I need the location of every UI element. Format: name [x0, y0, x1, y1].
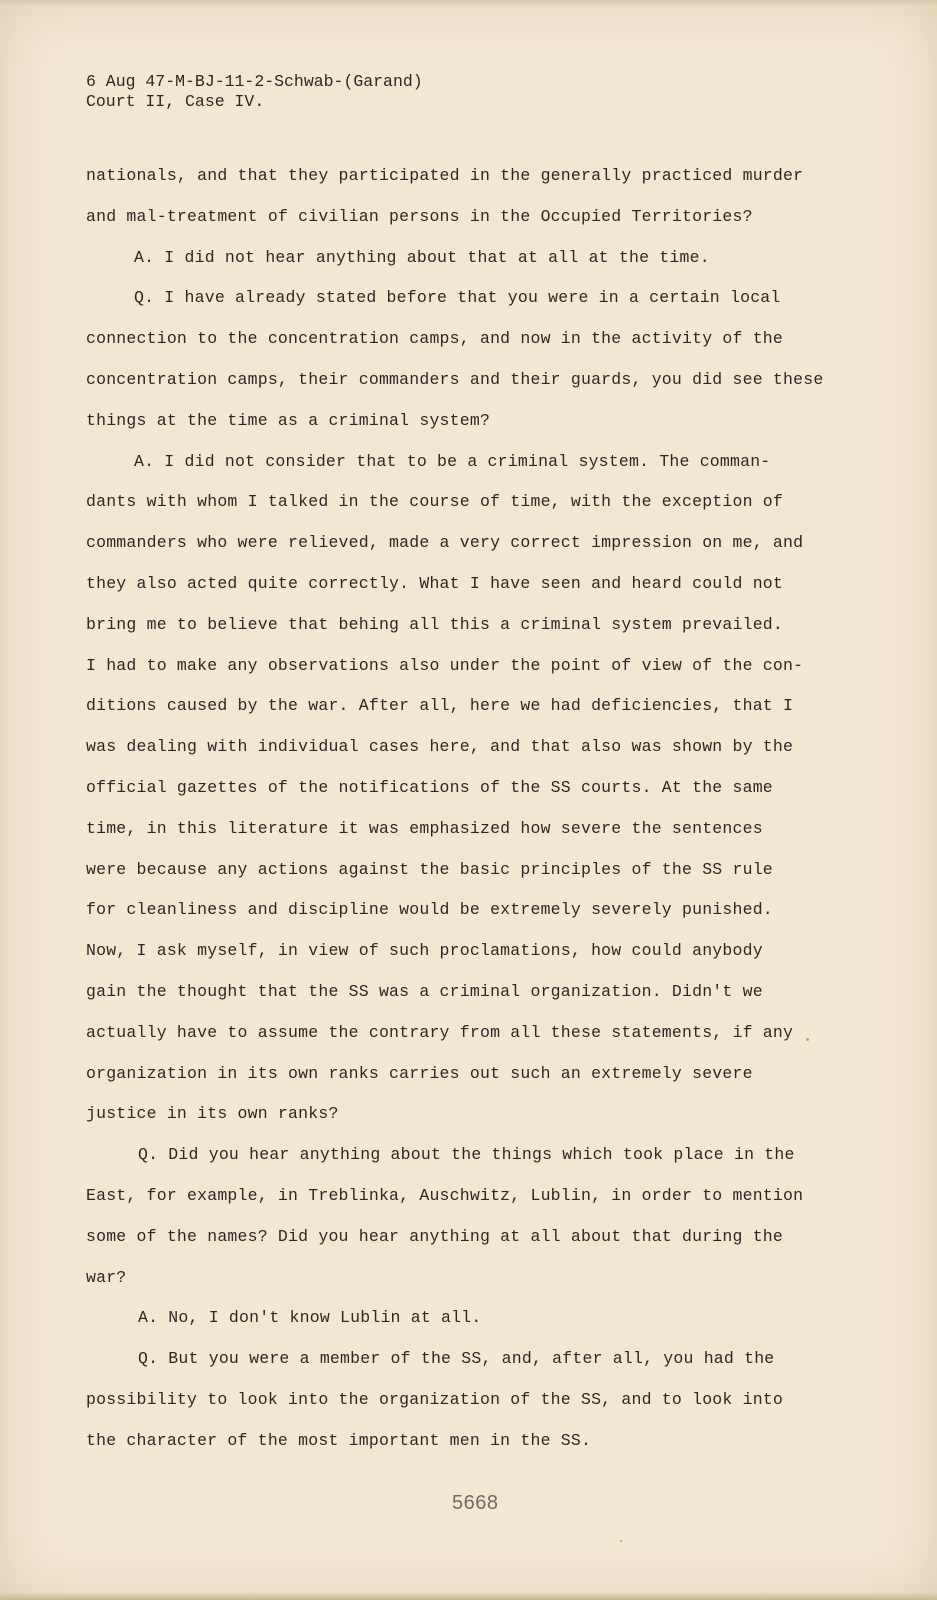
text-line: I had to make any observations also under the point of view of the con- — [86, 655, 804, 675]
text-line: possibility to look into the organization of the SS, and to look into — [86, 1389, 784, 1409]
text-line: gain the thought that the SS was a criminal organization. Didn't we — [86, 981, 763, 1001]
page-edge-bottom — [0, 1592, 937, 1600]
text-line: some of the names? Did you hear anything at all about that during the — [86, 1226, 784, 1246]
text-line: justice in its own ranks? — [86, 1104, 339, 1124]
text-line: the character of the most important men in the SS. — [86, 1430, 592, 1450]
text-line: was dealing with individual cases here, and that also was shown by the — [86, 737, 794, 757]
answer-line: A. I did not hear anything about that at all at the time. — [134, 247, 710, 267]
text-line: dants with whom I talked in the course of time, with the exception of — [86, 492, 784, 512]
answer-line: A. I did not consider that to be a criminal system. The comman- — [134, 451, 771, 471]
page-edge-top — [0, 0, 937, 6]
answer-line: A. No, I don't know Lublin at all. — [138, 1308, 482, 1328]
header-court-line: Court II, Case IV. — [86, 92, 265, 111]
question-line: Q. I have already stated before that you were in a certain local — [134, 288, 781, 308]
header-reference-line: 6 Aug 47-M-BJ-11-2-Schwab-(Garand) — [86, 72, 423, 91]
document-header — [86, 72, 423, 112]
text-line: nationals, and that they participated in the generally practiced murder — [86, 166, 804, 185]
text-line: for cleanliness and discipline would be extremely severely punished. — [86, 900, 773, 920]
text-line: actually have to assume the contrary from all these statements, if any — [86, 1022, 794, 1042]
text-line: East, for example, in Treblinka, Auschwitz, Lublin, in order to mention — [86, 1185, 804, 1205]
text-line: ditions caused by the war. After all, here we had deficiencies, that I — [86, 696, 794, 716]
text-line: connection to the concentration camps, and now in the activity of the — [86, 329, 784, 349]
text-line: official gazettes of the notifications of the SS courts. At the same — [86, 777, 773, 797]
text-line: bring me to believe that behing all this a criminal system prevailed. — [86, 614, 784, 634]
question-line: Q. But you were a member of the SS, and, after all, you had the — [138, 1349, 775, 1369]
text-line: and mal-treatment of civilian persons in the Occupied Territories? — [86, 206, 753, 226]
text-line: were because any actions against the basic principles of the SS rule — [86, 859, 773, 879]
text-line: war? — [86, 1267, 127, 1287]
question-line: Q. Did you hear anything about the things which took place in the — [138, 1145, 795, 1165]
text-line: concentration camps, their commanders and their guards, you did see these — [86, 369, 824, 389]
paper-speck — [806, 1038, 809, 1041]
text-line: organization in its own ranks carries out such an extremely severe — [86, 1063, 753, 1083]
text-line: things at the time as a criminal system? — [86, 410, 491, 430]
text-line: commanders who were relieved, made a very correct impression on me, and — [86, 533, 804, 553]
transcript-body — [86, 166, 846, 1472]
text-line: time, in this literature it was emphasized how severe the sentences — [86, 818, 763, 838]
paper-speck — [620, 1540, 622, 1542]
page-number: 5668 — [452, 1492, 499, 1514]
text-line: Now, I ask myself, in view of such proclamations, how could anybody — [86, 941, 763, 961]
text-line: they also acted quite correctly. What I have seen and heard could not — [86, 573, 784, 593]
